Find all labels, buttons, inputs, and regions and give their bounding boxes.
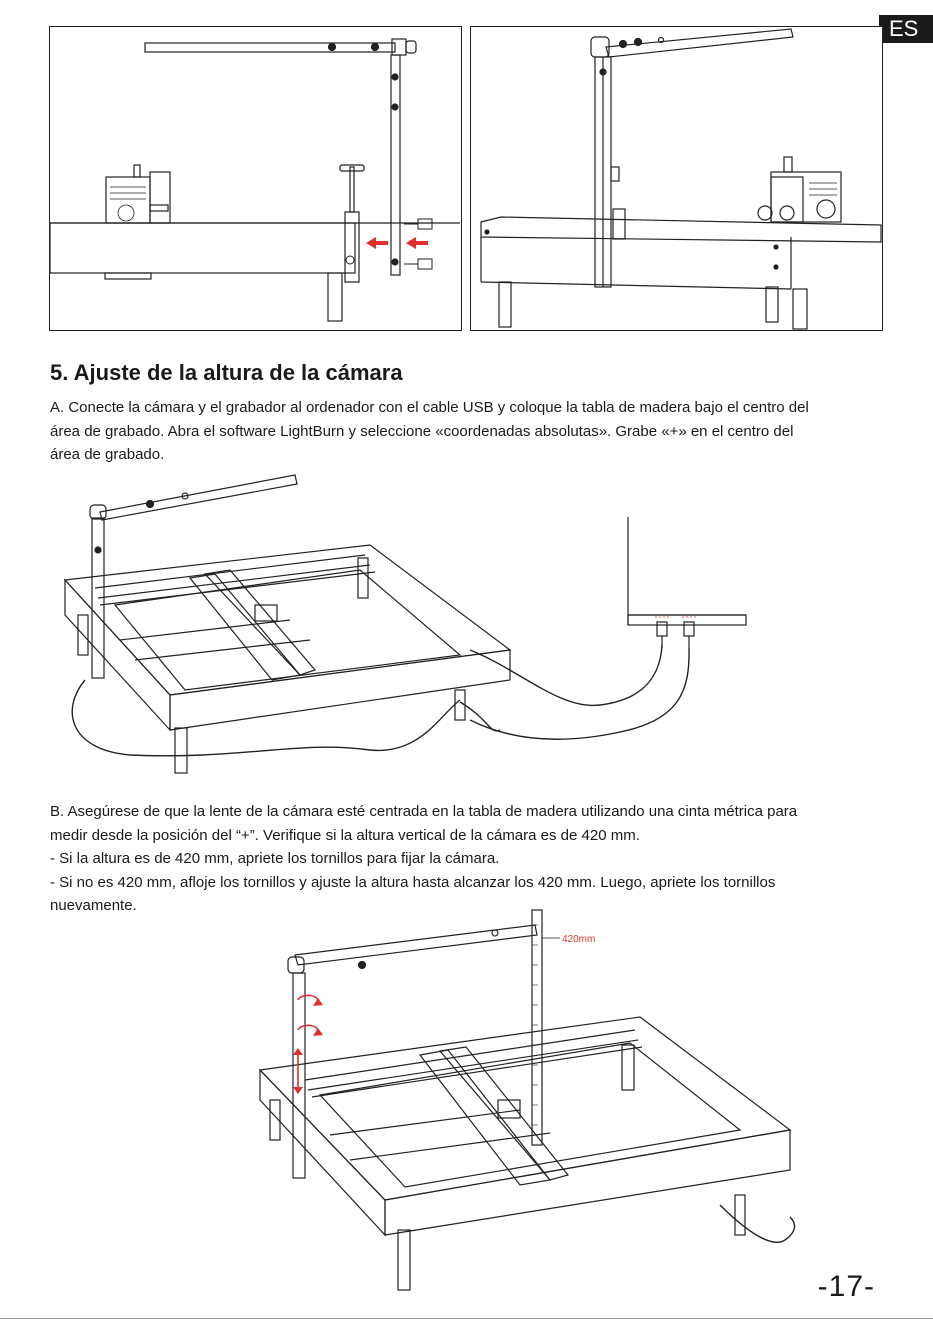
illustration-height-measure bbox=[250, 905, 820, 1310]
mounted-camera-drawing bbox=[471, 27, 882, 330]
step-a-line: A. Conecte la cámara y el grabador al ordenador con el cable USB y coloque la tabla de madera bajo el centro del bbox=[50, 399, 809, 416]
step-b-line: medir desde la posición del “+”. Verifique si la altura vertical de la cámara es de 420 mm. bbox=[50, 826, 640, 844]
step-b-line: - Si no es 420 mm, afloje los tornillos y ajuste la altura hasta alcanzar los 420 mm. Luego, apriete los tornillos bbox=[50, 873, 776, 891]
step-b-line: B. Asegúrese de que la lente de la cámara esté centrada en la tabla de madera utilizando una cinta métrica para bbox=[50, 803, 798, 820]
bottom-divider bbox=[0, 1318, 933, 1319]
illustration-mounted-camera bbox=[470, 26, 883, 331]
bracket-mount-drawing bbox=[50, 27, 461, 330]
step-b-text bbox=[50, 800, 890, 918]
illustration-usb-connection bbox=[40, 470, 760, 780]
step-a-line: área de grabado. bbox=[50, 446, 165, 463]
step-b-line: nuevamente. bbox=[50, 897, 137, 914]
step-a-text bbox=[50, 396, 890, 467]
step-a-line: área de grabado. Abra el software LightBurn y seleccione «coordenadas absolutas». Grabe «+» en el centro del bbox=[50, 422, 794, 440]
step-b-line: - Si la altura es de 420 mm, apriete los tornillos para fijar la cámara. bbox=[50, 850, 500, 867]
language-tab: ES bbox=[879, 15, 933, 43]
height-measure-label: 420mm bbox=[562, 934, 596, 945]
illustration-mount-bracket bbox=[49, 26, 462, 331]
section-title: 5. Ajuste de la altura de la cámara bbox=[50, 360, 403, 385]
page-number: -17- bbox=[817, 1270, 875, 1303]
